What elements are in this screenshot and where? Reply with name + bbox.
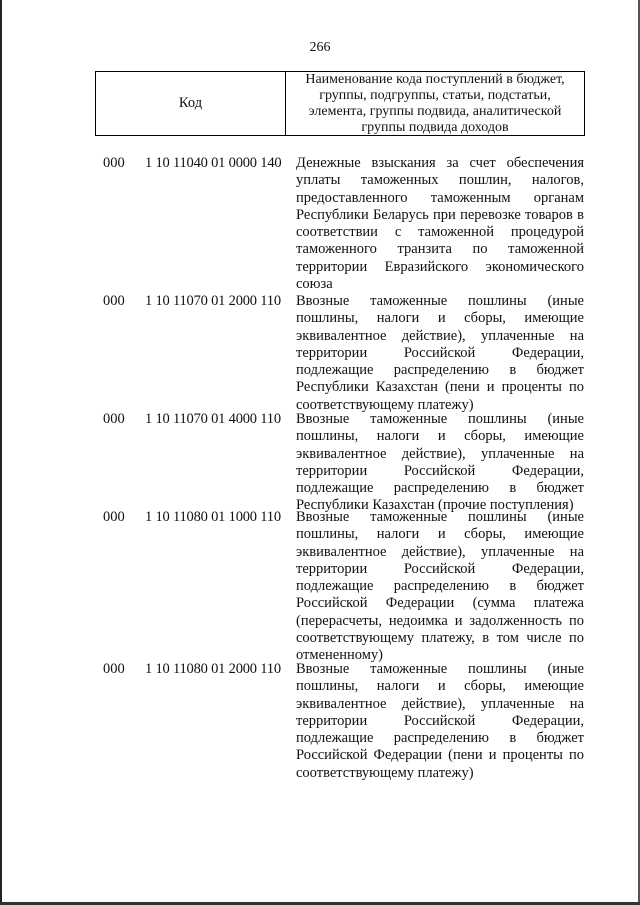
row-admin-code: 000 [103,661,125,677]
table-row [0,293,640,413]
row-description: Ввозные таможенные пошлины (иные пошлины, налоги и сборы, имеющие эквивалентное действие), уплаченные на территории Российской Федерации, подлежащие распределению в бюджет Республики Казахстан (прочие поступления) [296,411,584,514]
row-income-code: 1 10 11080 01 2000 110 [145,661,281,677]
row-description: Денежные взыскания за счет обеспечения уплаты таможенных пошлин, налогов, предоставленного таможенным органам Республики Беларусь при перевозке товаров в соответствии с таможенной процедурой таможенного транзита по таможенной территории Евразийского экономического союза [296,155,584,293]
row-admin-code: 000 [103,155,125,171]
table-header [95,71,585,136]
header-code-column: Код [96,72,286,135]
row-description: Ввозные таможенные пошлины (иные пошлины, налоги и сборы, имеющие эквивалентное действие), уплаченные на территории Российской Федерации, подлежащие распределению в бюджет Республики Казахстан (пени и проценты по соответствующему платежу) [296,293,584,413]
table-body [0,155,640,781]
table-row [0,661,640,781]
row-income-code: 1 10 11070 01 2000 110 [145,293,281,309]
row-income-code: 1 10 11070 01 4000 110 [145,411,281,427]
row-income-code: 1 10 11080 01 1000 110 [145,509,281,525]
row-admin-code: 000 [103,293,125,309]
row-admin-code: 000 [103,509,125,525]
row-description: Ввозные таможенные пошлины (иные пошлины, налоги и сборы, имеющие эквивалентное действие), уплаченные на территории Российской Федерации, подлежащие распределению в бюджет Российской Федерации (пени и проценты по соответствующему платежу) [296,661,584,781]
header-name-column: Наименование кода поступлений в бюджет, группы, подгруппы, статьи, подстатьи, элемента, группы подвида, аналитической группы подвида доходов [305,71,565,135]
table-row [0,509,640,664]
row-description: Ввозные таможенные пошлины (иные пошлины, налоги и сборы, имеющие эквивалентное действие), уплаченные на территории Российской Федерации, подлежащие распределению в бюджет Российской Федерации (сумма платежа (перерасчеты, недоимка и задолженность по соответствующему платежу, в том числе по отмененному) [296,509,584,664]
table-row [0,411,640,514]
row-admin-code: 000 [103,411,125,427]
table-row [0,155,640,292]
row-income-code: 1 10 11040 01 0000 140 [145,155,282,171]
page-number: 266 [309,40,331,55]
